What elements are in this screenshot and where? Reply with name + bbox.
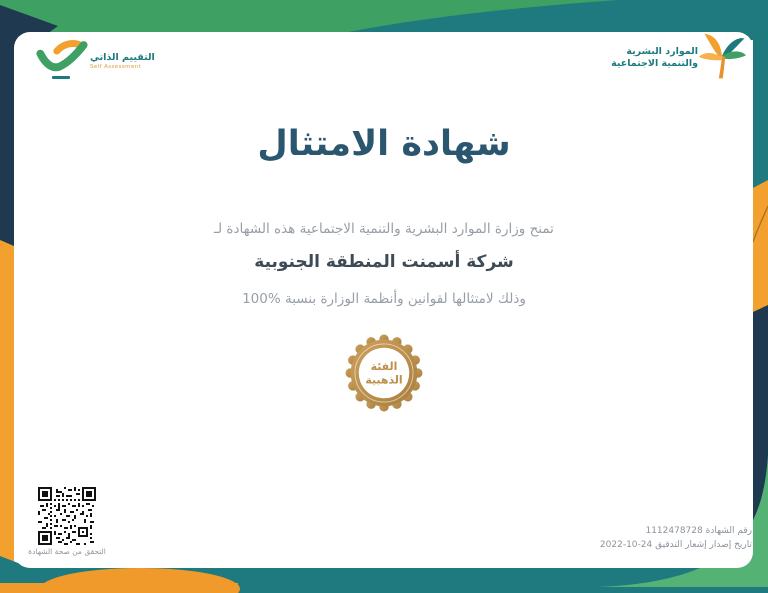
issue-date-value: 24-10-2022 (599, 540, 653, 550)
self-assessment-check-icon (36, 38, 88, 78)
self-assessment-underline (52, 76, 70, 79)
self-assessment-title-en: Self Assessment (90, 64, 142, 70)
cert-number-value: 1112478728 (645, 526, 703, 536)
self-assessment-logo (36, 38, 155, 78)
qr-block (28, 487, 106, 556)
issue-date-label: تاريخ إصدار إشعار التدقيق (655, 540, 752, 550)
certificate-intro-text: تمنح وزارة الموارد البشرية والتنمية الاجتماعية هذه الشهادة لـ (214, 221, 554, 237)
ministry-name-line2: والتنمية الاجتماعية (611, 58, 698, 69)
qr-code (38, 487, 96, 545)
issue-date-line (600, 538, 752, 552)
certificate-number-line (600, 524, 752, 538)
ministry-emblem-icon (698, 32, 746, 80)
qr-caption: التحقق من صحة الشهادة (28, 547, 106, 556)
cert-number-label: رقم الشهادة (705, 526, 752, 536)
seal-text-line1: الفئة (370, 360, 398, 374)
certificate-meta (600, 524, 752, 552)
self-assessment-title-ar: التقييم الذاتي (90, 52, 155, 63)
gold-seal (344, 333, 424, 413)
company-name: شركة أسمنت المنطقة الجنوبية (254, 252, 514, 272)
certificate-title: شهادة الامتثال (257, 124, 511, 164)
compliance-statement: وذلك لامتثالها لقوانين وأنظمة الوزارة بنسبة %100 (242, 291, 526, 307)
seal-text-line2: الذهبية (365, 373, 403, 387)
ministry-name-line1: الموارد البشرية (626, 45, 698, 57)
ministry-logo (607, 32, 746, 80)
